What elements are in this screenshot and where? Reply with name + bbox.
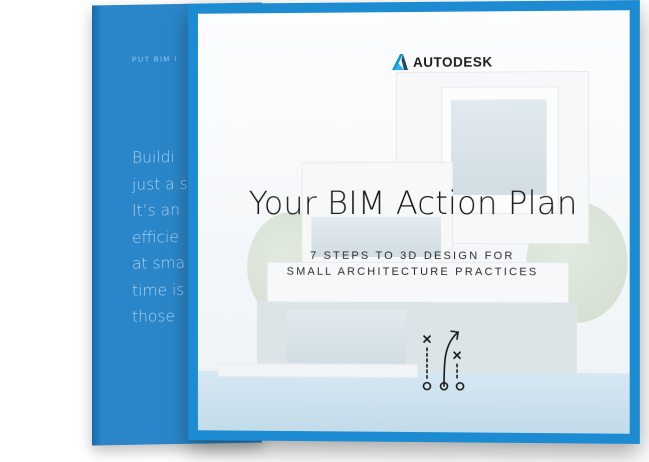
back-spine <box>92 5 102 445</box>
logo-text: AUTODESK <box>412 53 493 70</box>
back-line: efficie <box>132 227 179 247</box>
back-line: Buildi <box>132 148 175 167</box>
cover-title: Your BIM Action Plan <box>248 183 578 222</box>
subtitle-line: 7 STEPS TO 3D DESIGN FOR <box>310 249 515 263</box>
back-line: just a s <box>132 174 188 194</box>
back-line: time is <box>132 280 185 300</box>
autodesk-logo-icon <box>392 54 408 70</box>
back-line: It’s an <box>132 200 180 220</box>
ebook-cover <box>188 0 640 444</box>
cover-subtitle <box>198 248 630 281</box>
overlay <box>198 10 630 434</box>
back-kicker: PUT BIM I <box>132 55 178 64</box>
subtitle-line: SMALL ARCHITECTURE PRACTICES <box>286 265 539 279</box>
play-diagram-icon <box>420 324 474 394</box>
cover-image <box>198 10 630 434</box>
autodesk-logo <box>392 53 493 70</box>
back-line: at sma <box>132 253 186 273</box>
back-line: those <box>132 307 175 326</box>
